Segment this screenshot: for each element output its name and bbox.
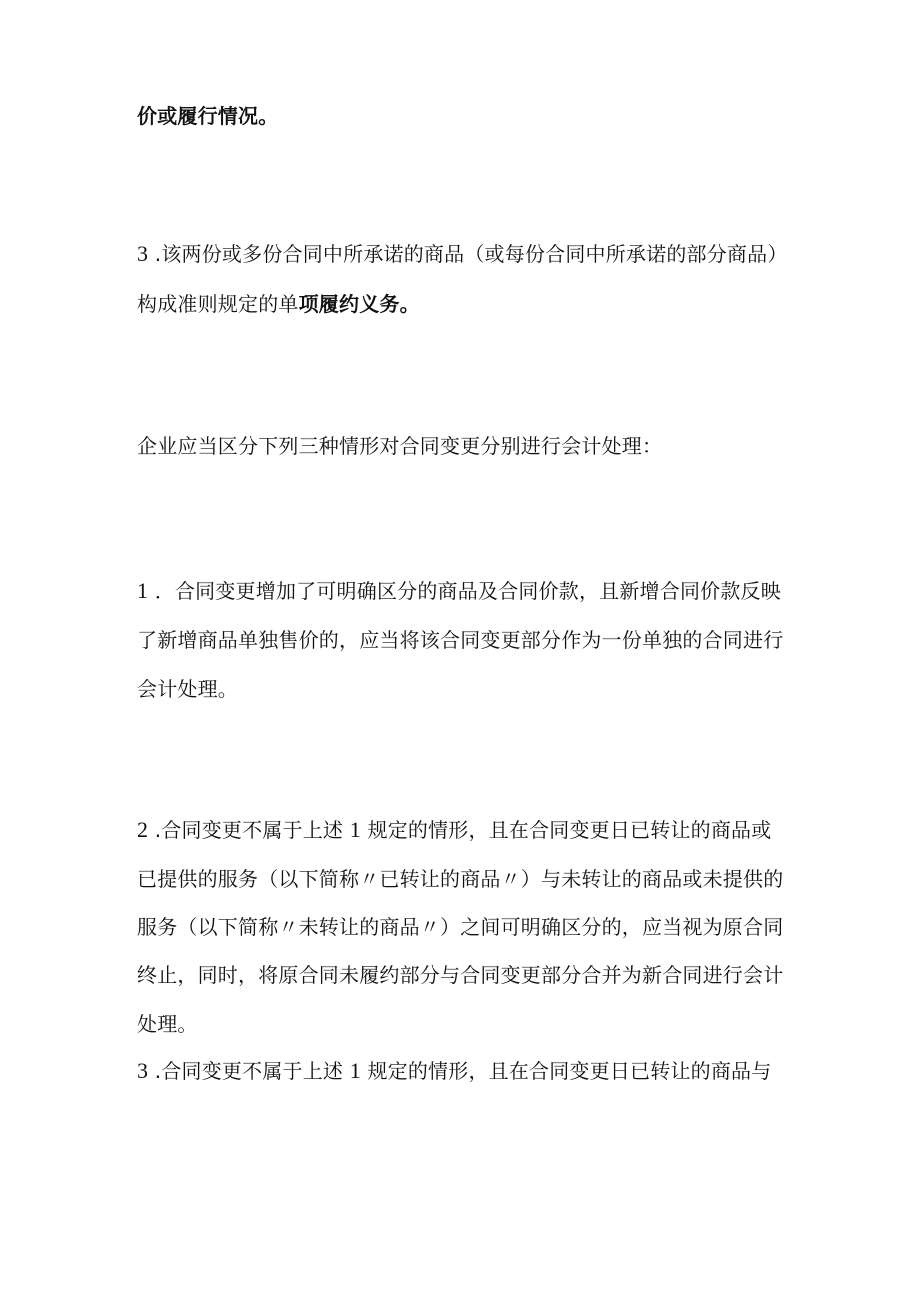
intro-line bbox=[137, 433, 662, 459]
case-3-line-1 bbox=[137, 1058, 771, 1084]
text-run: 会计处理。 bbox=[137, 677, 238, 701]
text-run-bold: 项履约义务。 bbox=[298, 292, 420, 316]
reference-number: 1 bbox=[349, 817, 361, 842]
text-run: 服务（以下简称〃未转让的商品〃）之间可明确区分的，应当视为原合同 bbox=[137, 915, 784, 939]
case-1-line-3 bbox=[137, 676, 238, 702]
text-run: 企业应当区分下列三种情形对合同变更分别进行会计处理： bbox=[137, 434, 663, 458]
paragraph-fragment-line bbox=[137, 103, 278, 129]
item-number: 1 bbox=[137, 578, 149, 603]
text-run: 处理。 bbox=[137, 1012, 198, 1036]
text-run: 终止，同时，将原合同未履约部分与合同变更部分合并为新合同进行会计 bbox=[137, 963, 784, 987]
text-run: .该两份或多份合同中所承诺的商品（或每份合同中所承诺的部分商品） bbox=[148, 242, 788, 266]
item-number: 2 bbox=[137, 817, 149, 842]
item-number: 3 bbox=[137, 1058, 149, 1083]
text-run: 规定的情形，且在合同变更日已转让的商品或 bbox=[360, 818, 772, 842]
text-run: .合同变更不属于上述 bbox=[148, 1059, 350, 1083]
case-1-line-2 bbox=[137, 627, 783, 653]
case-2-line-4 bbox=[137, 962, 783, 988]
case-2-line-5 bbox=[137, 1011, 198, 1037]
text-run: 价或履行情况。 bbox=[137, 104, 279, 128]
text-run: 规定的情形，且在合同变更日已转让的商品与 bbox=[360, 1059, 772, 1083]
reference-number: 1 bbox=[349, 1058, 361, 1083]
list-item-3-line-1 bbox=[137, 241, 788, 267]
text-run: 构成准则规定的单 bbox=[137, 292, 299, 316]
text-run: 了新增商品单独售价的，应当将该合同变更部分作为一份单独的合同进行 bbox=[137, 628, 784, 652]
case-1-line-1 bbox=[137, 578, 781, 604]
case-2-line-3 bbox=[137, 914, 783, 940]
text-run: .合同变更不属于上述 bbox=[148, 818, 350, 842]
text-run: 已提供的服务（以下简称〃已转让的商品〃）与未转让的商品或未提供的 bbox=[137, 867, 784, 891]
list-item-3-line-2 bbox=[137, 291, 420, 317]
item-number: 3 bbox=[137, 241, 149, 266]
case-2-line-2 bbox=[137, 866, 783, 892]
text-run: ．合同变更增加了可明确区分的商品及合同价款，且新增合同价款反映 bbox=[148, 579, 781, 603]
case-2-line-1 bbox=[137, 817, 771, 843]
